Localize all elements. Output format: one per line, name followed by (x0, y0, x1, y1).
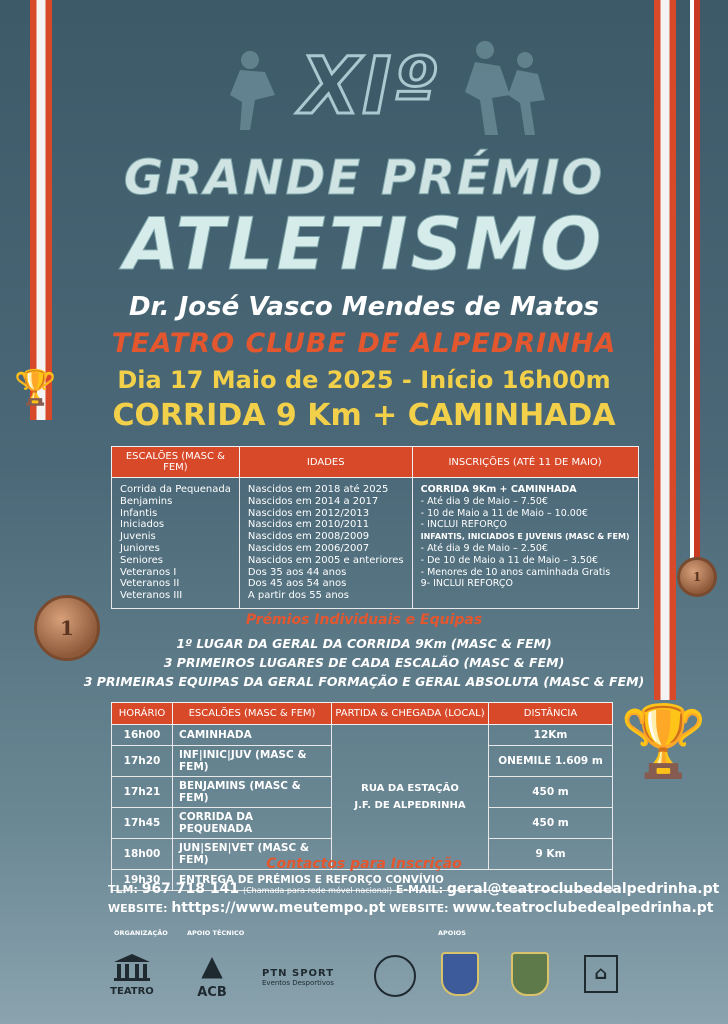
list-item: Corrida da Pequenada (120, 484, 231, 495)
list-item: Nascidos em 2008/2009 (247, 531, 370, 543)
prize-line: 1º LUGAR DA GERAL DA CORRIDA 9Km (MASC & FEM) (176, 636, 552, 651)
list-item: Benjamins (120, 495, 173, 507)
escalao-cell: JUN|SEN|VET (MASC & FEM) (173, 839, 332, 870)
list-item: - De 10 de Maio a 11 de Maio – 3.50€ (420, 554, 599, 566)
organizer-name: TEATRO CLUBE DE ALPEDRINHA (111, 328, 617, 359)
list-item: Nascidos em 2010/2011 (247, 519, 370, 531)
list-item: - INCLUI REFORÇO (420, 519, 507, 531)
dist-cell: 450 m (489, 808, 613, 839)
dist-cell: 12Km (489, 725, 613, 746)
email-link[interactable]: geral@teatroclubedealpedrinha.pt (446, 881, 720, 897)
col-idades: IDADES (239, 447, 412, 478)
list-item: Seniores (120, 554, 163, 566)
time-cell: 19h30 (112, 870, 173, 891)
acb-logo: ▲ ACB (197, 949, 227, 1000)
idades-cell (239, 478, 412, 609)
email-label: E-MAIL: (395, 883, 443, 896)
list-item: Veteranos I (120, 566, 177, 578)
escalao-cell: CAMINHADA (173, 725, 332, 746)
table-row (112, 725, 613, 746)
time-cell: 17h21 (112, 777, 173, 808)
edition-label: XIº (300, 42, 440, 132)
list-item: 9- INCLUI REFORÇO (420, 578, 514, 590)
tech-label: APOIO TÉCNICO (187, 929, 245, 937)
list-item: Nascidos em 2006/2007 (247, 542, 370, 554)
time-cell: 18h00 (112, 839, 173, 870)
title-grande-premio: GRANDE PRÉMIO (123, 150, 605, 206)
local-line: RUA DA ESTAÇÃO (361, 783, 459, 794)
list-item: Nascidos em 2014 a 2017 (247, 495, 379, 507)
list-item: Nascidos em 2005 e anteriores (247, 554, 404, 566)
list-item: Veteranos II (120, 578, 180, 590)
list-item: Juniores (120, 542, 160, 554)
website-link[interactable]: www.teatroclubedealpedrinha.pt (452, 900, 714, 916)
trophy-large-icon: 🏆 (620, 700, 708, 782)
prize-line: 3 PRIMEIRAS EQUIPAS DA GERAL FORMAÇÃO E GERAL ABSOLUTA (MASC & FEM) (83, 674, 645, 689)
website-label: WEBSITE: (389, 902, 449, 915)
org-label: ORGANIZAÇÃO (114, 929, 168, 937)
categories-table (111, 446, 639, 609)
honoree-name: Dr. José Vasco Mendes de Matos (128, 292, 600, 322)
col-distancia: DISTÂNCIA (489, 703, 613, 725)
col-inscricoes: INSCRIÇÕES (ATÉ 11 DE MAIO) (412, 447, 638, 478)
dist-cell: 450 m (489, 777, 613, 808)
time-cell: 16h00 (112, 725, 173, 746)
list-item: - 10 de Maio a 11 de Maio – 10.00€ (420, 507, 588, 519)
list-item: - Até dia 9 de Maio – 7.50€ (420, 495, 548, 507)
trophy-icon: 🏆 (14, 368, 57, 408)
list-item: INFANTIS, INICIADOS E JUVENIS (MASC & FEM) (420, 532, 630, 542)
prize-line: 3 PRIMEIROS LUGARES DE CADA ESCALÃO (MASC & FEM) (163, 655, 565, 670)
ptn-sport-logo: PTN SPORT Eventos Desportivos (262, 968, 335, 987)
event-date: Dia 17 Maio de 2025 - Início 16h00m (117, 366, 611, 394)
time-cell: 17h45 (112, 808, 173, 839)
right-medal: 1 (677, 557, 717, 597)
prizes-title: Prémios Individuais e Equipas (245, 612, 483, 628)
local-cell (332, 725, 489, 870)
time-cell: 17h20 (112, 746, 173, 777)
col-local: PARTIDA & CHEGADA (LOCAL) (332, 703, 489, 725)
dist-cell: ONEMILE 1.609 m (489, 746, 613, 777)
website-label: WEBSITE: (108, 902, 168, 915)
phone-number[interactable]: 967 718 141 (141, 881, 240, 897)
contacts-title: Contactos para Inscrição (266, 856, 462, 872)
list-item: Juvenis (120, 531, 156, 543)
escalao-cell: BENJAMINS (MASC & FEM) (173, 777, 332, 808)
list-item: - Menores de 10 anos caminhada Gratis (420, 566, 611, 578)
contacts-line-2 (108, 900, 714, 916)
list-item: Iniciados (120, 519, 165, 531)
list-item: Infantis (120, 507, 158, 519)
title-atletismo: ATLETISMO (123, 202, 605, 286)
list-item: Nascidos em 2012/2013 (247, 507, 370, 519)
floral-emblem-icon (374, 955, 416, 997)
teatro-logo: TEATRO (106, 952, 158, 997)
list-item: - Até dia 9 de Maio – 2.50€ (420, 542, 548, 554)
apoios-label: APOIOS (438, 929, 466, 937)
left-medal: 1 (34, 595, 100, 661)
list-item: Dos 45 aos 54 anos (247, 578, 347, 590)
coat-of-arms-icon (511, 952, 549, 996)
escalao-cell: INF|INIC|JUV (MASC & FEM) (173, 746, 332, 777)
list-item: Nascidos em 2018 até 2025 (247, 484, 389, 495)
col-horario: HORÁRIO (112, 703, 173, 725)
list-item: CORRIDA 9Km + CAMINHADA (420, 484, 577, 495)
list-item: Dos 35 aos 44 anos (247, 566, 347, 578)
dist-cell: 9 Km (489, 839, 613, 870)
building-icon (112, 952, 152, 982)
col-escaloes: ESCALÕES (MASC & FEM) (112, 447, 240, 478)
cultural-logo-icon: ⌂ (584, 955, 618, 993)
coat-of-arms-icon (441, 952, 479, 996)
event-race: CORRIDA 9 Km + CAMINHADA (112, 398, 616, 433)
tlm-label: TLM: (108, 883, 138, 896)
phone-note: (Chamada para rede móvel nacional) (242, 886, 393, 895)
contacts-line-1 (108, 881, 719, 897)
local-line: J.F. DE ALPEDRINHA (354, 800, 466, 811)
escaloes-cell (112, 478, 240, 609)
escalao-cell: CORRIDA DA PEQUENADA (173, 808, 332, 839)
website-link[interactable]: htttps://www.meutempo.pt (171, 900, 386, 916)
list-item: A partir dos 55 anos (247, 590, 349, 602)
ceremony-cell: ENTREGA DE PRÉMIOS E REFORÇO CONVÍVIO (173, 870, 613, 891)
col-escaloes: ESCALÕES (MASC & FEM) (173, 703, 332, 725)
list-item: Veteranos III (120, 590, 183, 602)
inscricoes-cell (412, 478, 638, 609)
